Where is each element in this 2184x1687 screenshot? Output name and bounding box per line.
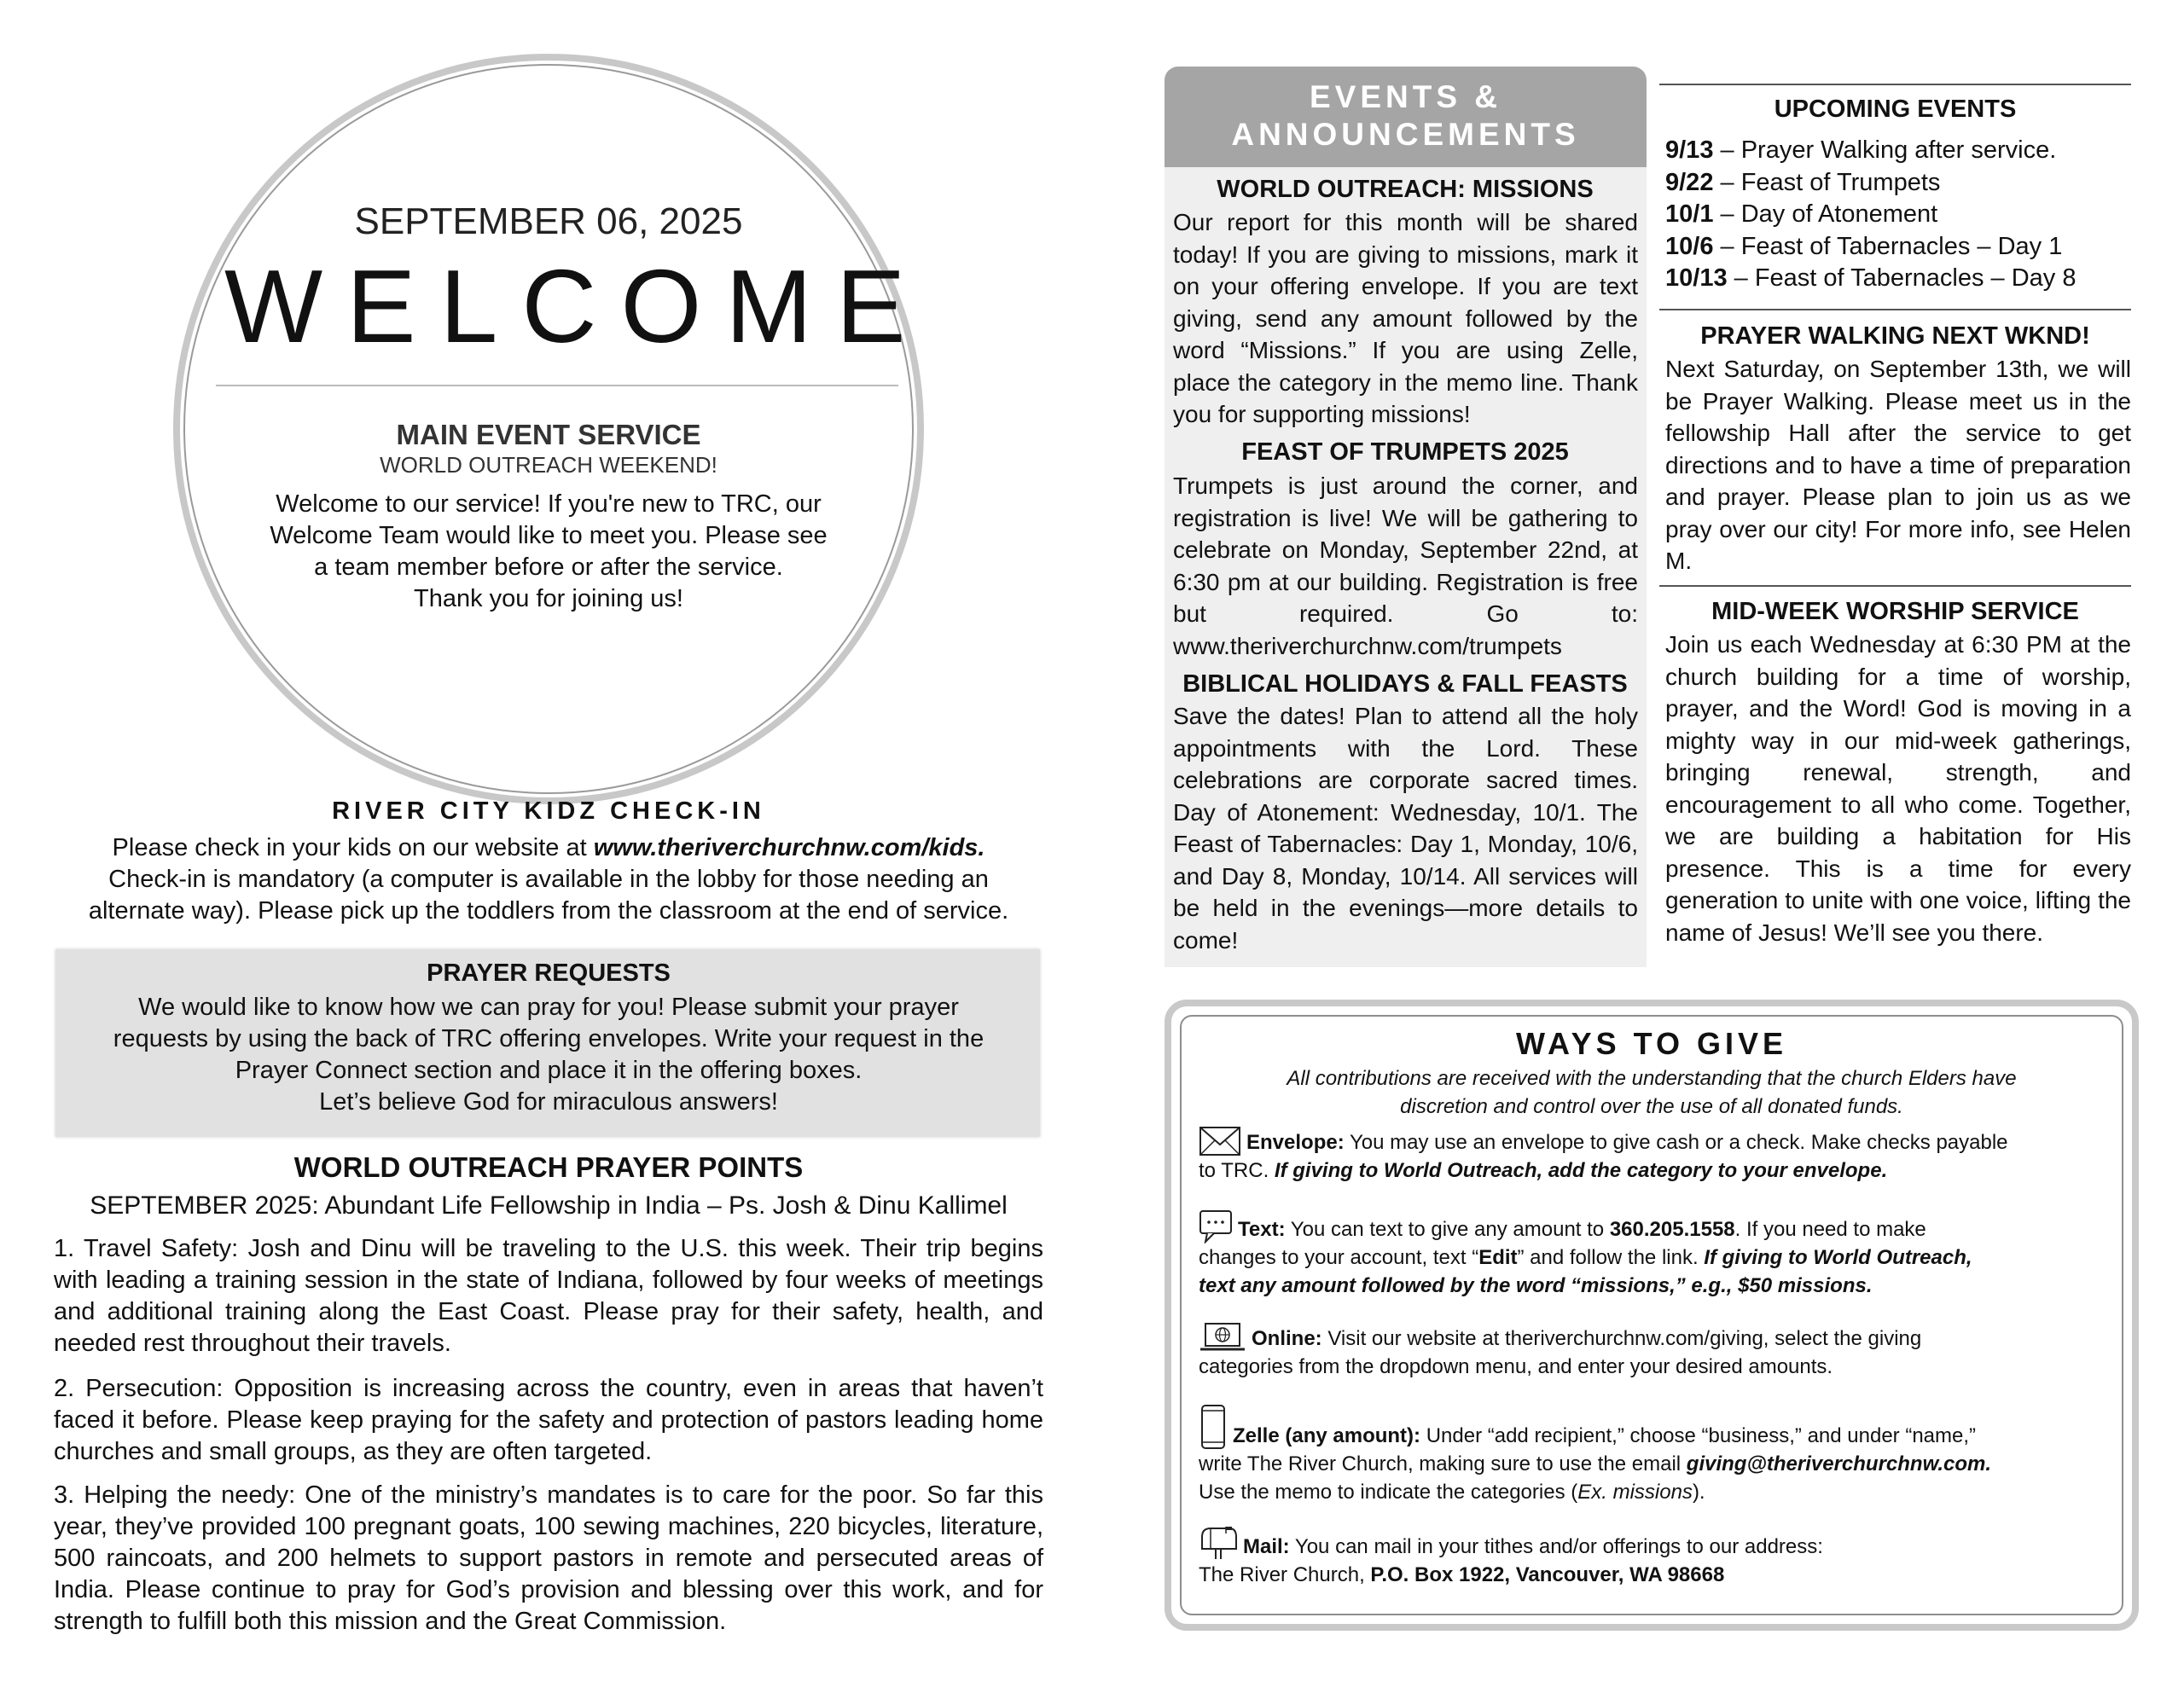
divider xyxy=(1659,84,2131,85)
upcoming-events-list xyxy=(1665,135,2130,295)
kidz-line: Check-in is mandatory (a computer is available in the lobby for those needing an xyxy=(108,866,989,893)
mailbox-icon xyxy=(1199,1525,1238,1561)
online-label: Online: xyxy=(1252,1327,1322,1350)
mail-text: You can mail in your tithes and/or offerings to our address: xyxy=(1289,1535,1823,1558)
trumpets-title: FEAST OF TRUMPETS 2025 xyxy=(1241,438,1569,466)
service-welcome-text xyxy=(250,489,847,615)
prayer-line: requests by using the back of TRC offering envelopes. Write your request in the xyxy=(113,1025,985,1052)
note-line: All contributions are received with the understanding that the church Elders have xyxy=(1287,1067,2017,1090)
give-mail xyxy=(1199,1525,2103,1589)
events-header-title xyxy=(1165,78,1647,154)
ways-to-give-title: WAYS TO GIVE xyxy=(1515,1026,1788,1061)
mail-text: The River Church, xyxy=(1199,1563,1371,1586)
zelle-example: Ex. missions xyxy=(1577,1481,1693,1504)
prayer-line: Let’s believe God for miraculous answers! xyxy=(319,1088,778,1116)
divider xyxy=(216,385,898,386)
text-give-text: ” and follow the link. xyxy=(1517,1246,1705,1269)
prayer-point-2: 2. Persecution: Opposition is increasing across the country, even in areas that haven’t faced it before. Please keep praying for the safety and protection of pastors leading home churches and small groups, as they are often targeted. xyxy=(54,1375,1043,1465)
zelle-text: Under “add recipient,” choose “business,” and under “name,” xyxy=(1420,1424,1977,1447)
kidz-line: Please check in your kids on our website at xyxy=(112,834,594,861)
note-line: discretion and control over the use of all donated funds. xyxy=(1400,1095,1903,1118)
kidz-checkin-title: RIVER CITY KIDZ CHECK-IN xyxy=(332,797,765,825)
events-header-line: EVENTS & xyxy=(1309,79,1502,114)
fall-feasts-title: BIBLICAL HOLIDAYS & FALL FEASTS xyxy=(1182,670,1628,698)
zelle-text: ). xyxy=(1692,1481,1705,1504)
give-envelope xyxy=(1199,1126,2103,1185)
text-give-emphasis: If giving to World Outreach, xyxy=(1704,1246,1972,1269)
text-give-edit: Edit xyxy=(1478,1246,1518,1269)
fall-feasts-text: Save the dates! Plan to attend all the holy appointments with the Lord. These celebrations are corporate sacred times. Day of Atonement: Wednesday, 10/1. The Feast of Tabernacles: Day 1, Monday, 10/6, and Day 8, Monday, 10/14. All services will be held in the evenings—more details to come! xyxy=(1173,703,1638,954)
zelle-text: Use the memo to indicate the categories ( xyxy=(1199,1481,1578,1504)
prayer-line: We would like to know how we can pray for you! Please submit your prayer xyxy=(138,994,959,1021)
event-text: – Feast of Trumpets xyxy=(1713,168,1941,196)
kidz-checkin-text xyxy=(54,832,1043,927)
list-item xyxy=(1665,199,2130,231)
mail-label: Mail: xyxy=(1243,1535,1290,1558)
envelope-emphasis: If giving to World Outreach, add the category to your envelope. xyxy=(1274,1159,1888,1182)
envelope-text: to TRC. xyxy=(1199,1159,1275,1182)
midweek-text: Join us each Wednesday at 6:30 PM at the church building for a time of worship, prayer, and the Word! God is moving in a mighty way in our mid-week gatherings, bringing renewal, strength, and encouragement to all who come. Together, we are building a habitation for His presence. This is a time for every generation to unite with one voice, lifting the name of Jesus! We’ll see you there. xyxy=(1665,631,2131,946)
event-date: 10/1 xyxy=(1665,200,1714,228)
prayer-walking-text: Next Saturday, on September 13th, we will be Prayer Walking. Please meet us in the fellowship Hall after the service to get directions and to have a time of preparation and prayer. Please plan to join us as we pray over our city! For more info, see Helen M. xyxy=(1665,356,2131,574)
online-text: categories from the dropdown menu, and enter your desired amounts. xyxy=(1199,1355,1833,1378)
prayer-requests-title: PRAYER REQUESTS xyxy=(427,959,671,987)
list-item xyxy=(1665,231,2130,264)
online-text: Visit our website at theriverchurchnw.com/giving, select the giving xyxy=(1321,1327,1922,1350)
trumpets-text: Trumpets is just around the corner, and registration is live! We will be gathering to celebrate on Monday, September 22nd, at 6:30 pm at our building. Registration is free but required. Go to: www.theriverchurchnw.com/trumpets xyxy=(1173,472,1638,659)
zelle-email[interactable]: giving@theriverchurchnw.com. xyxy=(1686,1452,1992,1475)
kidz-line: alternate way). Please pick up the toddlers from the classroom at the end of service. xyxy=(88,897,1009,925)
text-give-text: . If you need to make xyxy=(1734,1218,1926,1241)
prayer-point-3: 3. Helping the needy: One of the ministry’s mandates is to care for the poor. So far this year, they’ve provided 100 pregnant goats, 100 sewing machines, 220 bicycles, literature, 500 raincoats, and 200 helmets to support pastors in remote and persecuted areas of India. Please continue to pray for God’s provision and blessing over this work, and for strength to fulfill both this mission and the Great Commission. xyxy=(54,1481,1043,1635)
ways-to-give-note xyxy=(1211,1064,2092,1121)
prayer-line: Prayer Connect section and place it in the offering boxes. xyxy=(235,1057,863,1084)
event-date: 10/13 xyxy=(1665,264,1728,292)
missions-text: Our report for this month will be shared today! If you are giving to missions, mark it on your offering envelope. If you are text giving, send any amount followed by the word “Missions.” If you are using Zelle, place the category in the memo line. Thank you for supporting missions! xyxy=(1173,209,1638,427)
service-text-line: Welcome to our service! If you're new to TRC, our xyxy=(276,490,822,518)
phone-icon xyxy=(1199,1404,1228,1450)
event-date: 9/13 xyxy=(1665,136,1714,164)
zelle-text: write The River Church, making sure to use the email xyxy=(1199,1452,1687,1475)
service-title: MAIN EVENT SERVICE xyxy=(396,419,701,450)
chat-bubble-icon xyxy=(1199,1209,1233,1244)
text-give-text: You can text to give any amount to xyxy=(1285,1218,1610,1241)
list-item xyxy=(1665,135,2130,167)
service-subtitle: WORLD OUTREACH WEEKEND! xyxy=(380,452,717,478)
prayer-point-1: 1. Travel Safety: Josh and Dinu will be traveling to the U.S. this week. Their trip begins with leading a training session in the state of Indiana, followed by four weeks of meetings and additional training along the East Coast. Please pray for their safety, health, and needed rest throughout their travels. xyxy=(54,1235,1043,1357)
envelope-icon xyxy=(1199,1126,1241,1157)
prayer-walking-title: PRAYER WALKING NEXT WKND! xyxy=(1700,322,2090,350)
list-item xyxy=(1665,167,2130,200)
event-text: – Day of Atonement xyxy=(1713,200,1938,228)
event-date: 9/22 xyxy=(1665,168,1714,196)
event-text: – Feast of Tabernacles – Day 1 xyxy=(1713,232,2063,260)
service-text-line: a team member before or after the service. xyxy=(314,554,783,581)
text-give-label: Text: xyxy=(1238,1218,1286,1241)
laptop-globe-icon xyxy=(1199,1322,1246,1353)
zelle-label: Zelle (any amount): xyxy=(1233,1424,1421,1447)
list-item xyxy=(1665,263,2130,295)
give-online xyxy=(1199,1322,2103,1381)
events-header-line: ANNOUNCEMENTS xyxy=(1231,117,1580,152)
upcoming-events-title: UPCOMING EVENTS xyxy=(1774,96,2017,123)
envelope-text: You may use an envelope to give cash or a check. Make checks payable xyxy=(1344,1131,2008,1154)
kidz-link[interactable]: www.theriverchurchnw.com/kids. xyxy=(593,834,985,861)
event-text: – Prayer Walking after service. xyxy=(1713,136,2057,164)
missions-title: WORLD OUTREACH: MISSIONS xyxy=(1217,176,1594,203)
service-text-line: Thank you for joining us! xyxy=(414,585,683,612)
text-give-phone[interactable]: 360.205.1558 xyxy=(1609,1218,1735,1241)
event-text: – Feast of Tabernacles – Day 8 xyxy=(1727,264,2077,292)
prayer-points-subtitle: SEPTEMBER 2025: Abundant Life Fellowship in India – Ps. Josh & Dinu Kallimel xyxy=(90,1191,1008,1220)
give-text xyxy=(1199,1209,2103,1300)
prayer-points-title: WORLD OUTREACH PRAYER POINTS xyxy=(293,1151,804,1183)
divider xyxy=(1659,309,2131,310)
service-text-line: Welcome Team would like to meet you. Please see xyxy=(270,522,828,549)
event-date: 10/6 xyxy=(1665,232,1714,260)
text-give-emphasis: text any amount followed by the word “missions,” e.g., $50 missions. xyxy=(1199,1274,1873,1297)
mail-address: P.O. Box 1922, Vancouver, WA 98668 xyxy=(1370,1563,1725,1586)
envelope-label: Envelope: xyxy=(1246,1131,1345,1154)
text-give-text: changes to your account, text “ xyxy=(1199,1246,1479,1269)
prayer-requests-text xyxy=(79,992,1018,1118)
welcome-heading: WELCOME xyxy=(224,248,930,364)
divider xyxy=(1659,585,2131,587)
midweek-title: MID-WEEK WORSHIP SERVICE xyxy=(1711,598,2079,625)
give-zelle xyxy=(1199,1404,2103,1506)
bulletin-date: SEPTEMBER 06, 2025 xyxy=(354,200,743,242)
